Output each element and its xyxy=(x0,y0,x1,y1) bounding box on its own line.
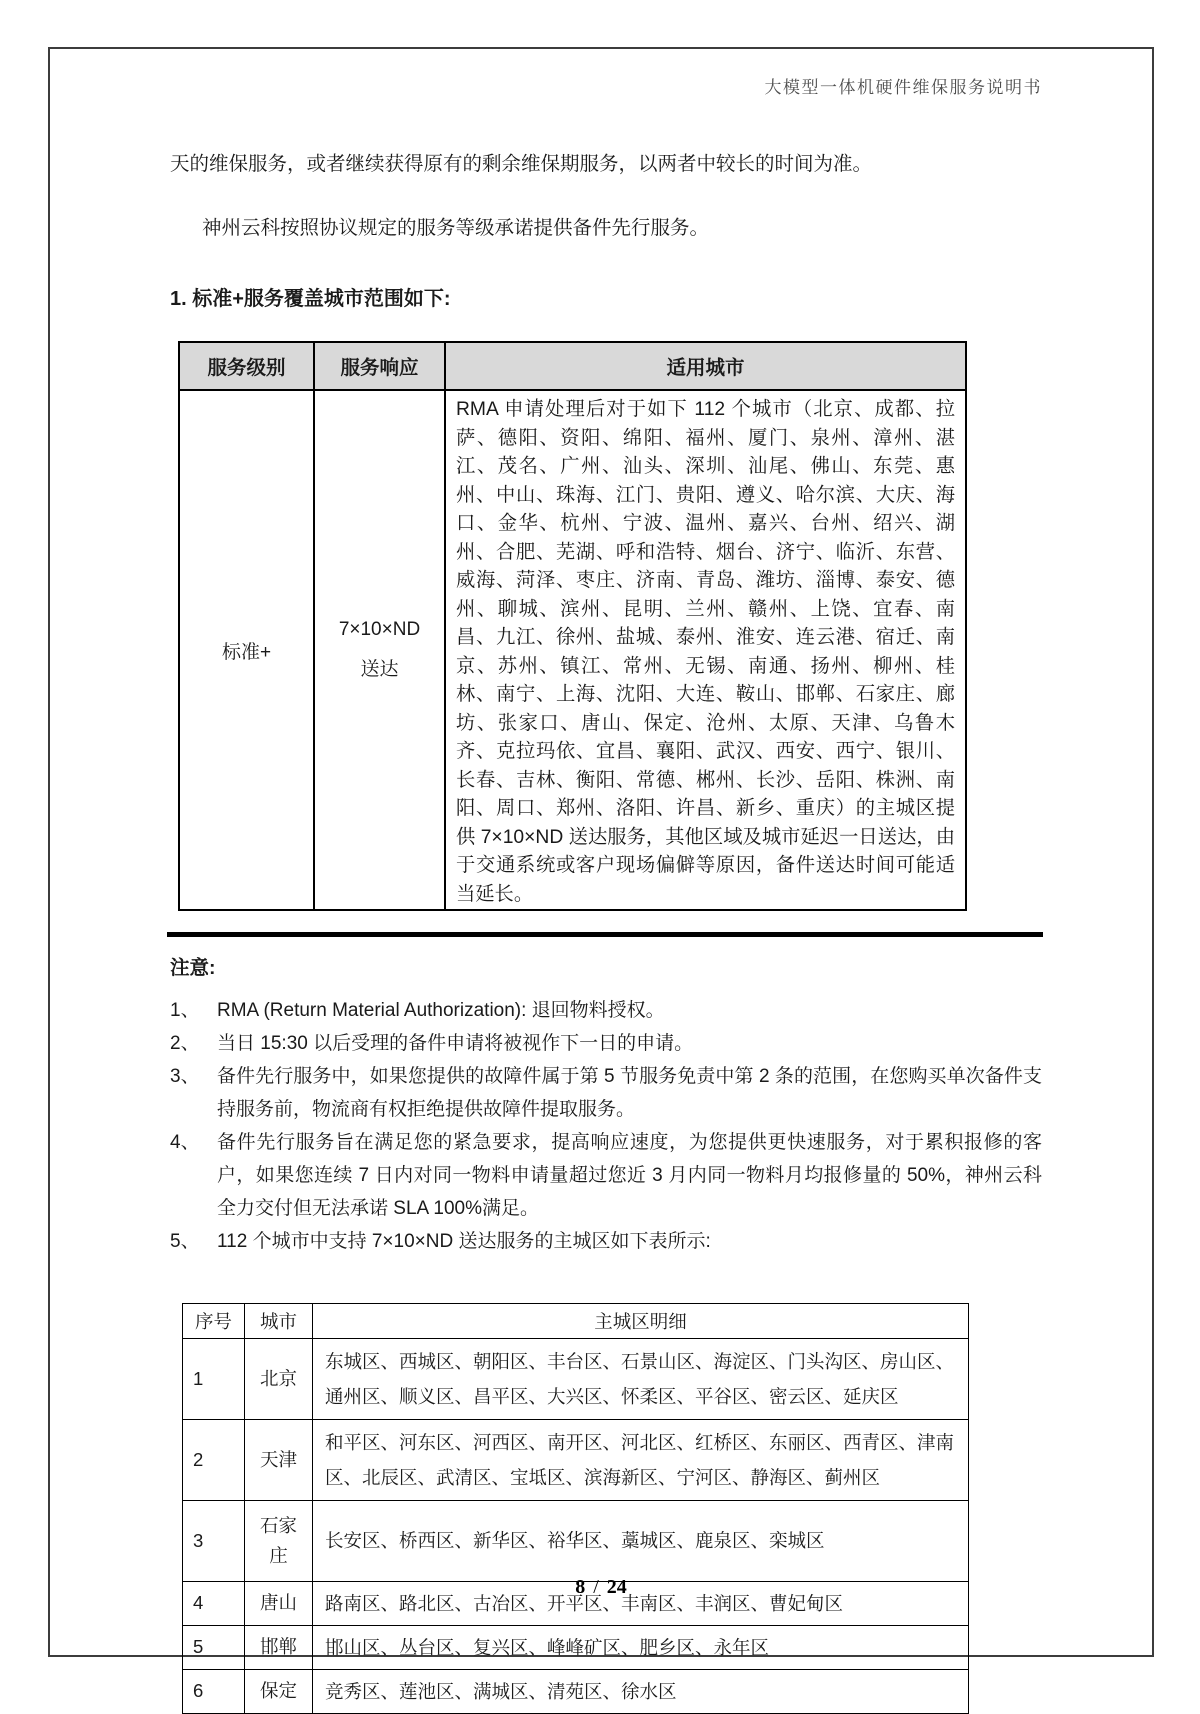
header-service-response: 服务响应 xyxy=(314,342,445,390)
note-text: 112 个城市中支持 7×10×ND 送达服务的主城区如下表所示: xyxy=(217,1230,711,1252)
section-divider xyxy=(167,932,1043,937)
note-item-1 xyxy=(170,994,1042,1027)
row-city: 唐山 xyxy=(245,1581,313,1625)
notes-list xyxy=(170,994,1042,1258)
note-text: RMA (Return Material Authorization): 退回物料授权。 xyxy=(217,999,665,1021)
service-coverage-table xyxy=(178,341,967,911)
row-index: 2 xyxy=(183,1419,245,1500)
table-row xyxy=(183,1669,969,1713)
row-districts: 路南区、路北区、古冶区、开平区、丰南区、丰润区、曹妃甸区 xyxy=(313,1581,969,1625)
row-city: 邯郸 xyxy=(245,1625,313,1669)
header-districts: 主城区明细 xyxy=(313,1303,969,1338)
table-row xyxy=(183,1338,969,1419)
page-number-total: 24 xyxy=(606,1576,627,1598)
note-item-5 xyxy=(170,1225,1042,1258)
row-index: 3 xyxy=(183,1500,245,1581)
row-districts: 邯山区、丛台区、复兴区、峰峰矿区、肥乡区、永年区 xyxy=(313,1625,969,1669)
note-item-2 xyxy=(170,1027,1042,1060)
paragraph-intro: 神州云科按照协议规定的服务等级承诺提供备件先行服务。 xyxy=(202,217,710,239)
row-districts: 长安区、桥西区、新华区、裕华区、藁城区、鹿泉区、栾城区 xyxy=(313,1500,969,1581)
header-index: 序号 xyxy=(183,1303,245,1338)
page-number-separator: / xyxy=(593,1576,599,1598)
section-heading: 1. 标准+服务覆盖城市范围如下: xyxy=(170,288,451,310)
applicable-cities-cell: RMA 申请处理后对于如下 112 个城市（北京、成都、拉萨、德阳、资阳、绵阳、福州、厦门、泉州、漳州、湛江、茂名、广州、汕头、深圳、汕尾、佛山、东莞、惠州、中山、珠海、江门、贵阳、遵义、哈尔滨、大庆、海口、金华、杭州、宁波、温州、嘉兴、台州、绍兴、湖州、合肥、芜湖、呼和浩特、烟台、济宁、临沂、东营、威海、菏泽、枣庄、济南、青岛、潍坊、淄博、泰安、德州、聊城、滨州、昆明、兰州、赣州、上饶、宜春、南昌、九江、徐州、盐城、泰州、淮安、连云港、宿迁、南京、苏州、镇江、常州、无锡、南通、扬州、柳州、桂林、南宁、上海、沈阳、大连、鞍山、邯郸、石家庄、廊坊、张家口、唐山、保定、沧州、太原、天津、乌鲁木齐、克拉玛依、宜昌、襄阳、武汉、西安、西宁、银川、长春、吉林、衡阳、常德、郴州、长沙、岳阳、株洲、南阳、周口、郑州、洛阳、许昌、新乡、重庆）的主城区提供 7×10×ND 送达服务，其他区域及城市延迟一日送达，由于交通系统或客户现场偏僻等原因，备件送达时间可能适当延长。 xyxy=(445,390,966,910)
table-row xyxy=(183,1500,969,1581)
note-number: 2、 xyxy=(170,1032,200,1054)
document-header-title: 大模型一体机硬件维保服务说明书 xyxy=(764,78,1042,97)
note-item-4 xyxy=(170,1126,1042,1225)
paragraph-carryover: 天的维保服务，或者继续获得原有的剩余维保期服务，以两者中较长的时间为准。 xyxy=(170,153,873,175)
table-row xyxy=(183,1419,969,1500)
note-number: 4、 xyxy=(170,1131,200,1153)
row-city: 北京 xyxy=(245,1338,313,1419)
row-index: 4 xyxy=(183,1581,245,1625)
page-footer xyxy=(50,1576,1152,1599)
row-city: 石家庄 xyxy=(245,1500,313,1581)
page-border xyxy=(48,47,1154,1702)
note-number: 1、 xyxy=(170,999,200,1021)
row-districts: 和平区、河东区、河西区、南开区、河北区、红桥区、东丽区、西青区、津南区、北辰区、武清区、宝坻区、滨海新区、宁河区、静海区、蓟州区 xyxy=(313,1419,969,1500)
row-index: 1 xyxy=(183,1338,245,1419)
row-index: 6 xyxy=(183,1669,245,1713)
notes-label: 注意: xyxy=(170,956,216,979)
service-level-cell: 标准+ xyxy=(179,390,314,910)
city-table-header-row xyxy=(183,1303,969,1338)
header-city: 城市 xyxy=(245,1303,313,1338)
row-city: 天津 xyxy=(245,1419,313,1500)
row-index: 5 xyxy=(183,1625,245,1669)
note-text: 备件先行服务旨在满足您的紧急要求，提高响应速度，为您提供更快速服务，对于累积报修的客户，如果您连续 7 日内对同一物料申请量超过您近 3 月内同一物料月均报修量的 50%，神州云科全力交付但无法承诺 SLA 100%满足。 xyxy=(217,1131,1042,1219)
header-service-level: 服务级别 xyxy=(179,342,314,390)
note-number: 5、 xyxy=(170,1230,200,1252)
note-text: 备件先行服务中，如果您提供的故障件属于第 5 节服务免责中第 2 条的范围，在您购买单次备件支持服务前，物流商有权拒绝提供故障件提取服务。 xyxy=(217,1065,1042,1120)
row-city: 保定 xyxy=(245,1669,313,1713)
response-line-2: 送达 xyxy=(360,659,399,680)
response-line-1: 7×10×ND xyxy=(338,619,421,640)
city-districts-table xyxy=(182,1303,969,1714)
row-districts: 东城区、西城区、朝阳区、丰台区、石景山区、海淀区、门头沟区、房山区、通州区、顺义区、昌平区、大兴区、怀柔区、平谷区、密云区、延庆区 xyxy=(313,1338,969,1419)
row-districts: 竞秀区、莲池区、满城区、清苑区、徐水区 xyxy=(313,1669,969,1713)
service-response-cell xyxy=(314,390,445,910)
note-item-3 xyxy=(170,1060,1042,1126)
header-applicable-cities: 适用城市 xyxy=(445,342,966,390)
service-table-header-row xyxy=(179,342,966,390)
page-number-current: 8 xyxy=(575,1576,586,1598)
service-table-row xyxy=(179,390,966,910)
note-text: 当日 15:30 以后受理的备件申请将被视作下一日的申请。 xyxy=(217,1032,694,1054)
table-row xyxy=(183,1625,969,1669)
note-number: 3、 xyxy=(170,1065,200,1087)
